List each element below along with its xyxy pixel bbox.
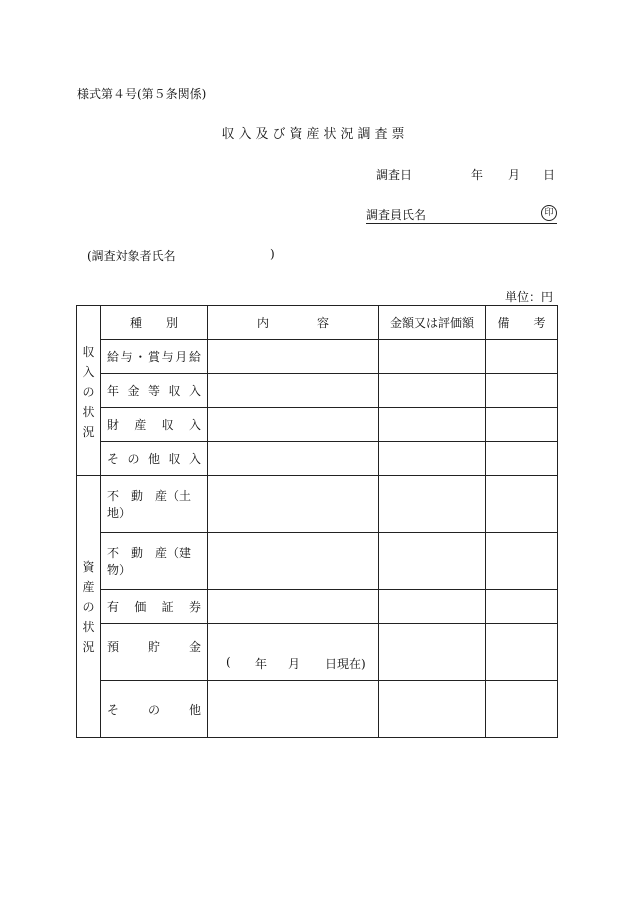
form-title: 収入及び資産状況調査票 xyxy=(221,127,409,142)
group-char: 況 xyxy=(82,425,95,440)
table-row xyxy=(77,408,558,442)
subject-name-field[interactable] xyxy=(87,247,287,264)
amount-cell[interactable] xyxy=(379,408,486,442)
income-assets-table xyxy=(76,305,558,738)
survey-date-month: 月 xyxy=(508,168,521,182)
survey-date-day: 日 xyxy=(543,168,556,182)
remarks-cell[interactable] xyxy=(486,590,558,624)
content-cell[interactable] xyxy=(208,533,379,590)
amount-cell[interactable] xyxy=(379,681,486,738)
content-cell[interactable] xyxy=(208,681,379,738)
group-char: 状 xyxy=(82,405,95,420)
table-row xyxy=(77,533,558,590)
survey-date-year: 年 xyxy=(471,168,484,182)
category-securities: 有 価 証 券 xyxy=(101,590,208,624)
remarks-cell[interactable] xyxy=(486,408,558,442)
subject-close-paren: ) xyxy=(270,247,275,261)
content-cell[interactable] xyxy=(208,476,379,533)
group-char: 状 xyxy=(82,619,95,634)
income-group-label xyxy=(77,340,101,476)
header-amount: 金額又は評価額 xyxy=(379,306,486,340)
remarks-cell[interactable] xyxy=(486,374,558,408)
amount-cell[interactable] xyxy=(379,374,486,408)
category-real-estate-building: 不 動 産（建物） xyxy=(101,533,208,590)
savings-note-date: 日現在) xyxy=(325,657,366,671)
category-real-estate-land: 不 動 産（土地） xyxy=(101,476,208,533)
remarks-cell[interactable] xyxy=(486,476,558,533)
category-salary: 給 与 ・ 賞 与 月 給 xyxy=(101,340,208,374)
table-row xyxy=(77,681,558,738)
group-char: 収 xyxy=(82,345,95,360)
group-char: 資 xyxy=(82,559,95,574)
amount-cell[interactable] xyxy=(379,590,486,624)
investigator-name-field[interactable] xyxy=(366,206,557,224)
remarks-cell[interactable] xyxy=(486,681,558,738)
table-row xyxy=(77,590,558,624)
subject-label: (調査対象者氏名 xyxy=(87,249,176,263)
header-remarks: 備 考 xyxy=(486,306,558,340)
remarks-cell[interactable] xyxy=(486,533,558,590)
category-other-income: そ の 他 収 入 xyxy=(101,442,208,476)
group-char: 入 xyxy=(82,365,95,380)
remarks-cell[interactable] xyxy=(486,340,558,374)
content-cell[interactable] xyxy=(208,590,379,624)
content-cell[interactable] xyxy=(208,442,379,476)
investigator-label: 調査員氏名 xyxy=(366,208,427,222)
remarks-cell[interactable] xyxy=(486,442,558,476)
content-cell[interactable] xyxy=(208,408,379,442)
amount-cell[interactable] xyxy=(379,476,486,533)
group-char: 産 xyxy=(82,579,95,594)
amount-cell[interactable] xyxy=(379,442,486,476)
table-row xyxy=(77,476,558,533)
amount-cell[interactable] xyxy=(379,533,486,590)
remarks-cell[interactable] xyxy=(486,624,558,681)
unit-label: 単位：円 xyxy=(505,290,554,304)
header-type: 種 別 xyxy=(101,306,208,340)
table-header-row xyxy=(77,306,558,340)
survey-date-label: 調査日 xyxy=(376,168,413,182)
header-empty-cell xyxy=(77,306,101,340)
amount-cell[interactable] xyxy=(379,624,486,681)
category-savings: 預 貯 金 xyxy=(101,624,208,681)
table-row xyxy=(77,374,558,408)
form-number: 様式第４号(第５条関係) xyxy=(77,87,207,101)
category-property-income: 財 産 収 入 xyxy=(101,408,208,442)
table-row xyxy=(77,624,558,681)
content-cell[interactable] xyxy=(208,340,379,374)
savings-note-month: 月 xyxy=(288,657,301,671)
category-pension: 年 金 等 収 入 xyxy=(101,374,208,408)
savings-note-year: 年 xyxy=(255,657,268,671)
header-content: 内 容 xyxy=(208,306,379,340)
amount-cell[interactable] xyxy=(379,340,486,374)
group-char: の xyxy=(82,599,95,614)
savings-note-open: ( xyxy=(226,655,231,669)
savings-content-cell[interactable] xyxy=(208,624,379,681)
table-row xyxy=(77,442,558,476)
asset-group-label xyxy=(77,476,101,738)
content-cell[interactable] xyxy=(208,374,379,408)
category-other-assets: そ の 他 xyxy=(101,681,208,738)
table-row xyxy=(77,340,558,374)
group-char: の xyxy=(82,385,95,400)
group-char: 況 xyxy=(82,639,95,654)
seal-mark: 印 xyxy=(541,205,557,221)
